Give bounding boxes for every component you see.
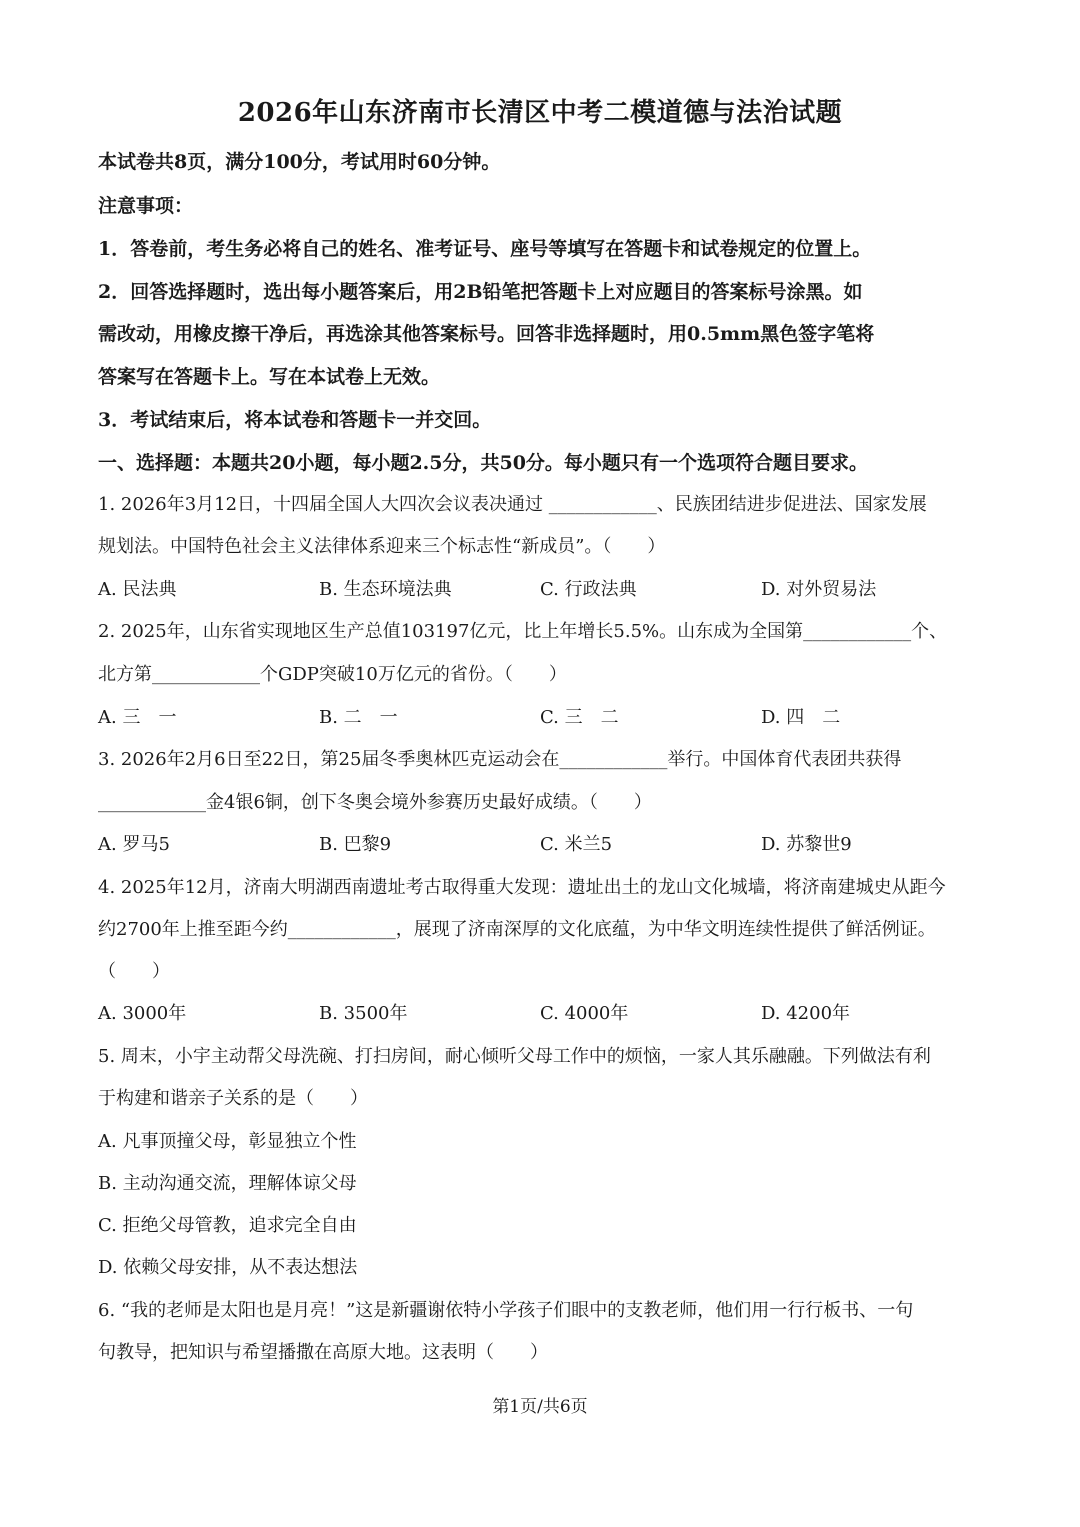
question-2-text: 北方第____________个GDP突破10万亿元的省份。（ ）	[98, 664, 567, 685]
question-5-option-c: C. 拒绝父母管教，追求完全自由	[98, 1215, 357, 1236]
question-1-text: 1. 2026年3月12日，十四届全国人大四次会议表决通过 ____________、民族团结进步促进法、国家发展	[98, 494, 927, 515]
question-3-option-b: B. 巴黎9	[319, 834, 392, 855]
notice-heading: 注意事项：	[98, 195, 194, 217]
question-3-option-a: A. 罗马5	[98, 834, 170, 855]
question-2-option-b: B. 二 一	[319, 707, 398, 728]
question-5-text: 5. 周末，小宇主动帮父母洗碗、打扫房间，耐心倾听父母工作中的烦恼，一家人其乐融融。下列做法有利	[98, 1046, 931, 1067]
question-4-text: （ ）	[98, 961, 170, 982]
notice-item-3: 3．考试结束后，将本试卷和答题卡一并交回。	[98, 409, 492, 431]
question-2-option-c: C. 三 二	[540, 707, 619, 728]
question-6-text: 6. “我的老师是太阳也是月亮！”这是新疆谢依特小学孩子们眼中的支教老师，他们用一行行板书、一句	[98, 1300, 914, 1321]
question-5-text: 于构建和谐亲子关系的是（ ）	[98, 1088, 368, 1109]
question-1-option-a: A. 民法典	[98, 579, 177, 600]
question-2-option-a: A. 三 一	[98, 707, 177, 728]
question-6-text: 句教导，把知识与希望播撒在高原大地。这表明（ ）	[98, 1342, 548, 1363]
question-3-text: ____________金4银6铜，创下冬奥会境外参赛历史最好成绩。（ ）	[98, 792, 652, 813]
intro-text: 本试卷共8页，满分100分，考试用时60分钟。	[98, 151, 501, 173]
notice-item-2-cont: 答案写在答题卡上。写在本试卷上无效。	[98, 366, 441, 388]
page-title: 2026年山东济南市长清区中考二模道德与法治试题	[237, 98, 843, 128]
question-1-option-d: D. 对外贸易法	[761, 579, 877, 600]
question-4-text: 约2700年上推至距今约____________，展现了济南深厚的文化底蕴，为中华文明连续性提供了鲜活例证。	[98, 919, 936, 940]
question-2-text: 2. 2025年，山东省实现地区生产总值103197亿元，比上年增长5.5%。山东成为全国第____________个、	[98, 621, 948, 642]
section-heading: 一、选择题：本题共20小题，每小题2.5分，共50分。每小题只有一个选项符合题目要求。	[98, 452, 868, 474]
notice-item-2: 2．回答选择题时，选出每小题答案后，用2B铅笔把答题卡上对应题目的答案标号涂黑。如	[98, 281, 863, 303]
question-3-option-d: D. 苏黎世9	[761, 834, 852, 855]
question-5-option-a: A. 凡事顶撞父母，彰显独立个性	[98, 1131, 357, 1152]
question-4-option-b: B. 3500年	[319, 1003, 408, 1024]
question-5-option-b: B. 主动沟通交流，理解体谅父母	[98, 1173, 357, 1194]
notice-item-1: 1．答卷前，考生务必将自己的姓名、准考证号、座号等填写在答题卡和试卷规定的位置上。	[98, 238, 872, 260]
question-2-option-d: D. 四 二	[761, 707, 841, 728]
question-1-text: 规划法。中国特色社会主义法律体系迎来三个标志性“新成员”。（ ）	[98, 536, 666, 557]
question-5-option-d: D. 依赖父母安排，从不表达想法	[98, 1257, 358, 1278]
question-4-option-a: A. 3000年	[98, 1003, 187, 1024]
question-1-option-b: B. 生态环境法典	[319, 579, 452, 600]
question-3-option-c: C. 米兰5	[540, 834, 613, 855]
notice-item-2-cont: 需改动，用橡皮擦干净后，再选涂其他答案标号。回答非选择题时，用0.5mm黑色签字笔将	[98, 323, 875, 345]
page-number: 第1页/共6页	[492, 1397, 588, 1417]
question-4-text: 4. 2025年12月，济南大明湖西南遗址考古取得重大发现：遗址出土的龙山文化城墙，将济南建城史从距今	[98, 877, 946, 898]
question-4-option-c: C. 4000年	[540, 1003, 629, 1024]
question-1-option-c: C. 行政法典	[540, 579, 637, 600]
question-4-option-d: D. 4200年	[761, 1003, 851, 1024]
question-3-text: 3. 2026年2月6日至22日，第25届冬季奥林匹克运动会在____________举行。中国体育代表团共获得	[98, 749, 902, 770]
